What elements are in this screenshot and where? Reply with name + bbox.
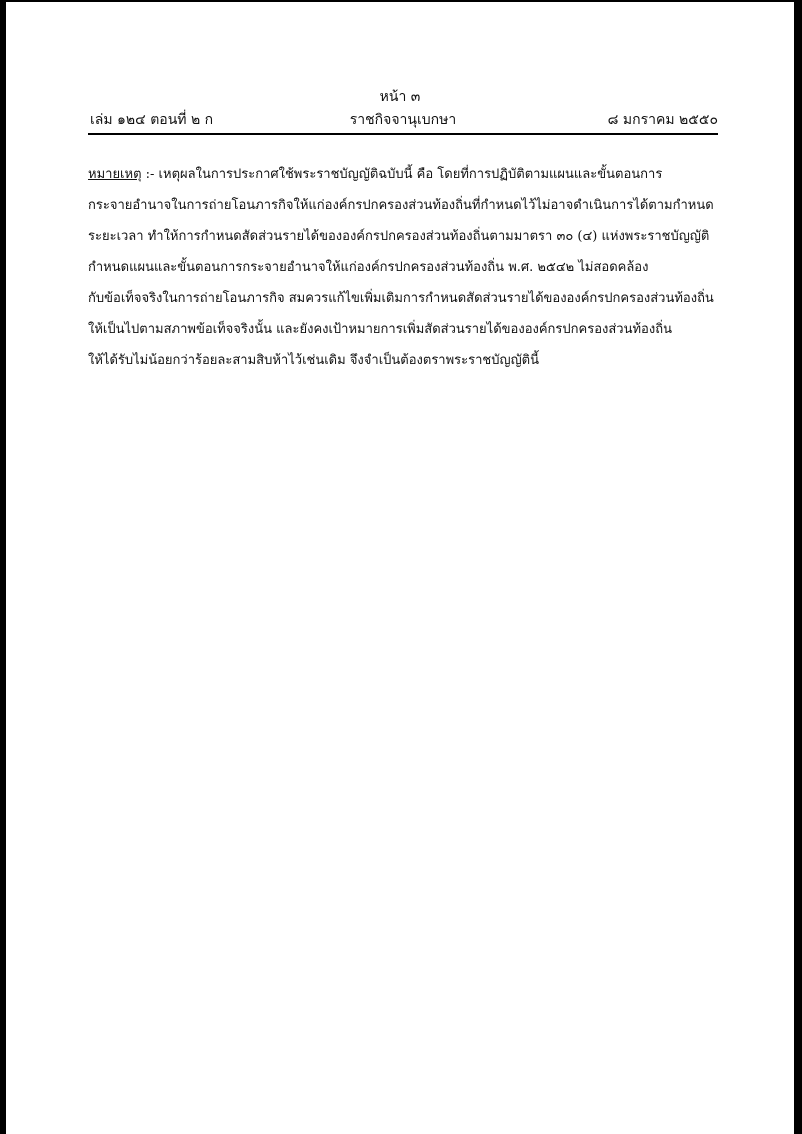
note-label: หมายเหตุ: [88, 167, 142, 182]
volume-issue: เล่ม ๑๒๔ ตอนที่ ๒ ก: [90, 112, 214, 128]
note-line: กระจายอำนาจในการถ่ายโอนภารกิจให้แก่องค์กรปกครองส่วนท้องถิ่นที่กำหนดไว้ไม่อาจดำเนินการได้ตามกำหนด: [88, 198, 714, 213]
note-line: ให้เป็นไปตามสภาพข้อเท็จจริงนั้น และยังคงเป้าหมายการเพิ่มสัดส่วนรายได้ขององค์กรปกครองส่วนท้องถิ่น: [88, 322, 672, 337]
header-rule: [88, 133, 718, 135]
publication-date: ๘ มกราคม ๒๕๕๐: [607, 112, 718, 128]
gazette-header: [88, 109, 718, 131]
note-line: ระยะเวลา ทำให้การกำหนดสัดส่วนรายได้ขององค์กรปกครองส่วนท้องถิ่นตามมาตรา ๓๐ (๔) แห่งพระราชบัญญัติ: [88, 229, 710, 244]
note-line: กำหนดแผนและขั้นตอนการกระจายอำนาจให้แก่องค์กรปกครองส่วนท้องถิ่น พ.ศ. ๒๕๔๒ ไม่สอดคล้อง: [88, 260, 649, 275]
note-line: ให้ได้รับไม่น้อยกว่าร้อยละสามสิบห้าไว้เช่นเดิม จึงจำเป็นต้องตราพระราชบัญญัตินี้: [88, 353, 539, 368]
gazette-title: ราชกิจจานุเบกษา: [349, 112, 457, 128]
note-paragraph: [88, 159, 720, 376]
note-line: [88, 159, 720, 190]
page-number: หน้า ๓: [379, 89, 421, 105]
document-page: [6, 2, 794, 1134]
note-line: กับข้อเท็จจริงในการถ่ายโอนภารกิจ สมควรแก้ไขเพิ่มเติมการกำหนดสัดส่วนรายได้ขององค์กรปกครองส่วนท้องถิ่น: [88, 291, 714, 306]
note-first-line-text: :- เหตุผลในการประกาศใช้พระราชบัญญัติฉบับนี้ คือ โดยที่การปฏิบัติตามแผนและขั้นตอนการ: [141, 167, 663, 182]
